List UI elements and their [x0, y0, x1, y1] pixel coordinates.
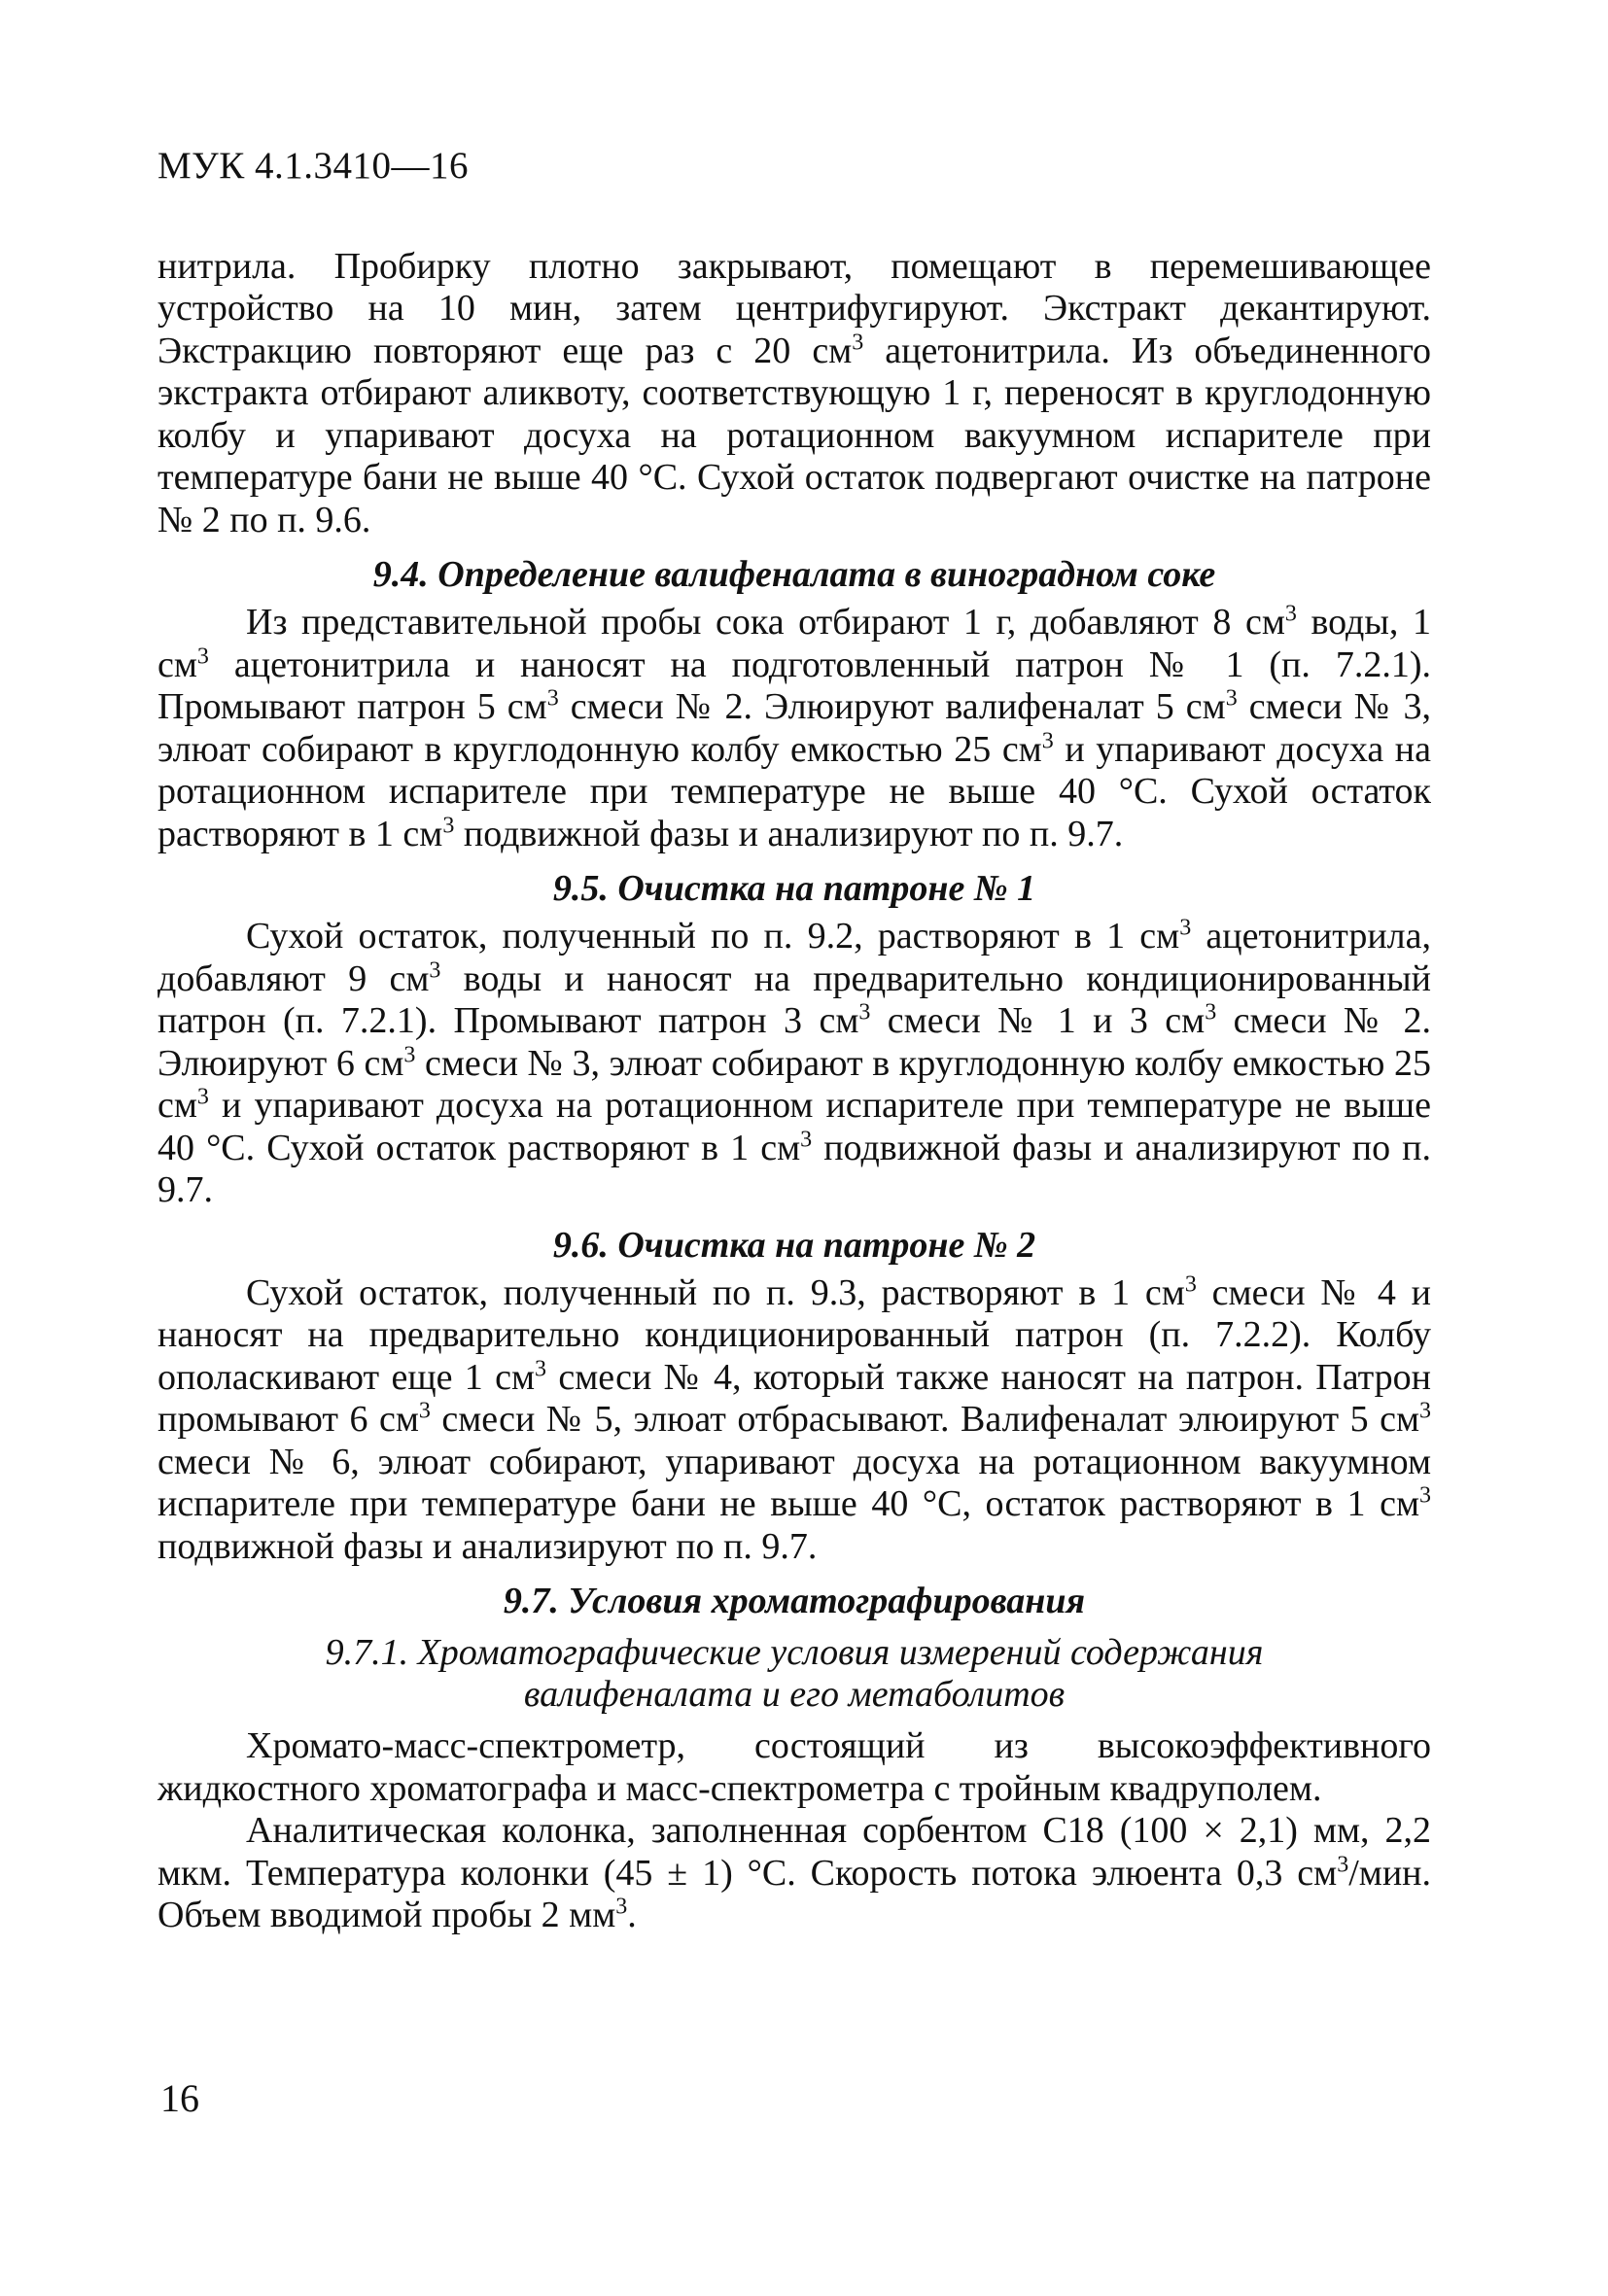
paragraph-9-6: Сухой остаток, полученный по п. 9.3, растворяют в 1 $см^3$ смеси № 4 и наносят на предварительно кондиционированный патрон (п. 7.2.2). Колбу ополаскивают еще 1 $см^3$ смеси № 4, который также наносят на патрон. Патрон промывают 6 $см^3$ смеси № 5, элюат отбрасывают. Валифеналат элюируют 5 $см^3$ смеси № 6, элюат собирают, упаривают досуха на ротационном вакуумном испарителе при температуре бани не выше 40 °С, остаток растворяют в 1 $см^3$ подвижной фазы и анализируют по п. 9.7.: [157, 1271, 1432, 1567]
paragraph-9-7-1-column: Аналитическая колонка, заполненная сорбентом С18 (100 × 2,1) мм, 2,2 мкм. Температура колонки (45 ± 1) °С. Скорость потока элюента 0,3 $см^3$/мин. Объем вводимой пробы 2 $мм^3$.: [157, 1810, 1431, 1936]
section-title-9-5: 9.5. Очистка на патроне № 1: [552, 868, 1036, 910]
document-page: [157, 146, 1431, 1937]
section-title-9-7: 9.7. Условия хроматографирования: [503, 1581, 1086, 1622]
section-title-9-6: 9.6. Очистка на патроне № 2: [552, 1224, 1036, 1266]
paragraph-9-7-1-equipment: Хромато-масс-спектрометр, состоящий из высокоэффективного жидкостного хроматографа и масс-спектрометра с тройным квадруполем.: [157, 1725, 1431, 1809]
subsection-title-9-7-1: 9.7.1. Хроматографические условия измерений содержания валифеналата и его метаболитов: [325, 1632, 1264, 1716]
document-code-header: МУК 4.1.3410—16: [157, 145, 470, 187]
paragraph-9-4: Из представительной пробы сока отбирают 1 г, добавляют 8 $см^3$ воды, 1 $см^3$ ацетонитрила и наносят на подготовленный патрон № 1 (п. 7.2.1). Промывают патрон 5 $см^3$ смеси № 2. Элюируют валифеналат 5 $см^3$ смеси № 3, элюат собирают в круглодонную колбу емкостью 25 $см^3$ и упаривают досуха на ротационном испарителе при температуре не выше 40 °С. Сухой остаток растворяют в 1 $см^3$ подвижной фазы и анализируют по п. 9.7.: [157, 601, 1432, 854]
paragraph-9-5: Сухой остаток, полученный по п. 9.2, растворяют в 1 $см^3$ ацетонитрила, добавляют 9 $см^3$ воды и наносят на предварительно кондиционированный патрон (п. 7.2.1). Промывают патрон 3 $см^3$ смеси № 1 и 3 $см^3$ смеси № 2. Элюируют 6 $см^3$ смеси № 3, элюат собирают в круглодонную колбу емкостью 25 $см^3$ и упаривают досуха на ротационном испарителе при температуре не выше 40 °С. Сухой остаток растворяют в 1 $см^3$ подвижной фазы и анализируют по п. 9.7.: [157, 915, 1432, 1211]
paragraph-intro: нитрила. Пробирку плотно закрывают, помещают в перемешивающее устройство на 10 мин, затем центрифугируют. Экстракт декантируют. Экстракцию повторяют еще раз с 20 $см^3$ ацетонитрила. Из объединенного экстракта отбирают аликвоту, соответствующую 1 г, переносят в круглодонную колбу и упаривают досуха на ротационном вакуумном испарителе при температуре бани не выше 40 °С. Сухой остаток подвергают очистке на патроне № 2 по п. 9.6.: [157, 245, 1431, 540]
section-title-9-4: 9.4. Определение валифеналата в виноградном соке: [372, 554, 1216, 596]
page-number: 16: [160, 2076, 199, 2120]
